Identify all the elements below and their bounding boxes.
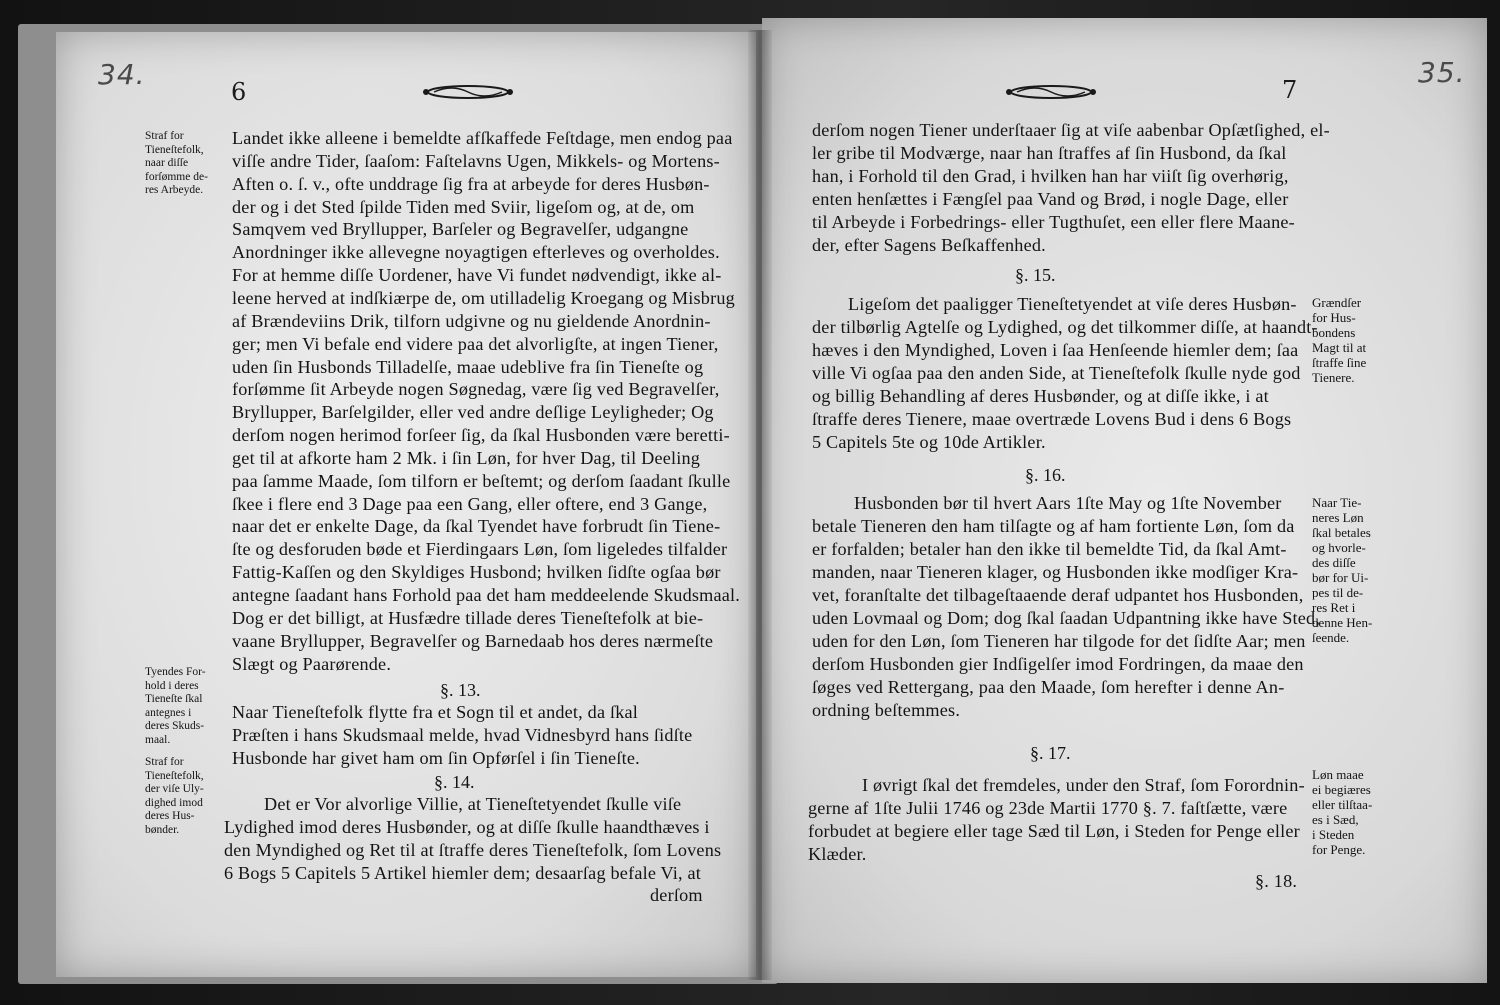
body-line: Landet ikke alleene i bemeldte afſkaffede Feſtdage, men endog paa bbox=[232, 128, 733, 148]
margin-note-line: maal. bbox=[145, 733, 171, 746]
margin-note-line: forſømme de- bbox=[145, 170, 208, 183]
body-line: I øvrigt ſkal det fremdeles, under den Straf, ſom Forordnin- bbox=[862, 775, 1305, 795]
body-line: uden ſin Husbonds Tilladelſe, maae udeblive fra ſin Tieneſte og bbox=[232, 356, 704, 377]
margin-note-line: deres Skuds- bbox=[145, 720, 205, 732]
ornament-right-icon bbox=[1005, 84, 1097, 100]
margin-note-line: antegnes i bbox=[145, 706, 192, 719]
margin-note-line: neres Løn bbox=[1312, 510, 1364, 525]
body-line: Aften o. ſ. v., ofte unddrage ſig fra at arbeyde for deres Husbøn- bbox=[232, 173, 710, 194]
body-line: uden for den Løn, ſom Tieneren har tilgode for det ſidſte Aar; men bbox=[812, 631, 1306, 651]
body-line: ſkee i flere end 3 Dage paa een Gang, eller oftere, end 3 Gange, bbox=[232, 493, 708, 514]
body-line: hæves i den Myndighed, Loven i ſaa Henſeende hiemler dem; ſaa bbox=[812, 340, 1299, 360]
body-line: antegne ſaadant hans Forhold paa det ham meddeelende Skudsmaal. bbox=[232, 585, 741, 605]
margin-note-line: Tieneſte ſkal bbox=[145, 693, 203, 705]
section-heading: §. 17. bbox=[1030, 743, 1071, 763]
margin-note-line: Straf for bbox=[145, 756, 184, 768]
margin-note-line: eller tilſtaa- bbox=[1312, 797, 1373, 812]
body-line: den Myndighed og Ret til at ſtraffe deres Tieneſtefolk, ſom Lovens bbox=[224, 839, 722, 860]
body-line: 6 Bogs 5 Capitels 5 Artikel hiemler dem; desaarſag befale Vi, at bbox=[224, 862, 702, 883]
margin-note-line: dighed imod bbox=[145, 796, 203, 809]
body-line: der og i det Sted ſpilde Tiden med Sviir, ligeſom og, at de, om bbox=[232, 196, 695, 217]
margin-note-line: Straf for bbox=[145, 130, 184, 142]
body-line: der, efter Sagens Beſkaffenhed. bbox=[812, 235, 1046, 255]
margin-note-line: hold i deres bbox=[145, 679, 199, 692]
body-line: ler gribe til Modværge, naar han ſtraffes af ſin Husbond, da ſkal bbox=[812, 143, 1287, 163]
folio-right: 7 bbox=[1282, 76, 1298, 104]
body-line: Slægt og Paarørende. bbox=[232, 653, 392, 674]
body-line: derſom nogen herimod forſeer ſig, da ſkal Husbonden være beretti- bbox=[232, 425, 730, 446]
body-line: For at hemme diſſe Uordener, have Vi fundet nødvendigt, ikke al- bbox=[232, 265, 722, 286]
margin-note-line: res Arbeyde. bbox=[145, 184, 204, 196]
margin-note-line: Tieneſtefolk, bbox=[145, 143, 204, 156]
body-line: vaane Bryllupper, Begravelſer og Barnedaab hos deres nærmeſte bbox=[232, 630, 714, 651]
body-line: Anordninger ikke allevegne noyagtigen efterleves og overholdes. bbox=[232, 242, 720, 263]
body-line: Klæder. bbox=[808, 844, 867, 864]
margin-note-line: for Penge. bbox=[1312, 842, 1366, 857]
body-line: Naar Tieneſtefolk flytte fra et Sogn til et andet, da ſkal bbox=[232, 702, 639, 723]
margin-note-line: ſkal betales bbox=[1312, 525, 1371, 540]
catchword: derſom bbox=[650, 885, 703, 906]
margin-note-line: res Ret i bbox=[1312, 600, 1356, 615]
body-line: Bryllupper, Barſelgilder, eller ved andre deſlige Leyligheder; Og bbox=[232, 402, 714, 423]
margin-note-line: Tienere. bbox=[1312, 370, 1355, 385]
margin-note-line: Naar Tie- bbox=[1312, 495, 1362, 510]
body-line: 5 Capitels 5te og 10de Artikler. bbox=[812, 432, 1046, 452]
margin-note-line: der viſe Uly- bbox=[145, 783, 204, 795]
body-line: Præſten i hans Skudsmaal melde, hvad Vidnesbyrd hans ſidſte bbox=[232, 725, 693, 746]
body-line: ordning beſtemmes. bbox=[812, 700, 961, 720]
margin-note-line: Tieneſtefolk, bbox=[145, 769, 204, 782]
body-line: uden Lovmaal og Dom; dog ſkal ſaadan Udpantning ikke have Sted, bbox=[812, 608, 1321, 628]
margin-note-line: for Hus- bbox=[1312, 310, 1356, 325]
margin-note-line: ſtraffe ſine bbox=[1312, 355, 1367, 370]
body-line: ſte og desforuden bøde et Fierdingaars Løn, ſom ligeledes tilfalder bbox=[232, 539, 728, 560]
margin-note-line: Grændſer bbox=[1312, 295, 1362, 310]
margin-note-line: des diſſe bbox=[1312, 555, 1356, 570]
body-line: enten henſættes i Fængſel paa Vand og Brød, i nogle Dage, eller bbox=[812, 189, 1289, 209]
body-line: derſom nogen Tiener underſtaaer ſig at viſe aabenbar Opſætſighed, el- bbox=[812, 120, 1330, 140]
margin-note-line: Magt til at bbox=[1312, 340, 1367, 355]
body-line: er forfalden; betaler han den ikke til bemeldte Tid, da ſkal Amt- bbox=[812, 539, 1287, 559]
body-line: vet, foranſtalte det tilbageſtaaende deraf udpantet hos Husbonden, bbox=[812, 585, 1304, 605]
body-line: manden, naar Tieneren klager, og Husbonden ikke modſiger Kra- bbox=[812, 562, 1299, 582]
margin-note-line: og hvorle- bbox=[1312, 540, 1366, 555]
body-line: naar det er enkelte Dage, da ſkal Tyendet have forbrudt ſin Tiene- bbox=[232, 516, 721, 537]
margin-note-line: bønder. bbox=[145, 823, 180, 836]
section-heading: §. 15. bbox=[1015, 265, 1056, 285]
ornament-left-icon bbox=[422, 84, 514, 100]
body-line: der tilbørlig Agtelſe og Lydighed, og det tilkommer diſſe, at haandt- bbox=[812, 317, 1318, 337]
section-heading: §. 16. bbox=[1025, 465, 1066, 485]
margin-note-line: bør for Ui- bbox=[1312, 570, 1369, 585]
body-line: betale Tieneren den ham tilſagte og af ham fortiente Løn, ſom da bbox=[812, 516, 1295, 536]
body-line: og billig Behandling af deres Husbønder, og at diſſe ikke, i at bbox=[812, 386, 1269, 406]
section-heading: §. 13. bbox=[440, 680, 481, 701]
body-line: paa ſamme Maade, ſom tilforn er beſtemt; og derſom ſaadant ſkulle bbox=[232, 470, 731, 491]
body-line: forbudet at begiere eller tage Sæd til Løn, i Steden for Penge eller bbox=[808, 821, 1300, 841]
margin-note-line: ei begiæres bbox=[1312, 782, 1371, 797]
body-line: Det er Vor alvorlige Villie, at Tieneſtetyendet ſkulle viſe bbox=[264, 793, 682, 814]
margin-note-line: Løn maae bbox=[1312, 767, 1364, 782]
margin-note-line: naar diſſe bbox=[145, 157, 189, 169]
section-heading: §. 14. bbox=[434, 771, 475, 792]
body-line: leene herved at indſkiærpe de, om utilladelig Kroegang og Misbrug bbox=[232, 287, 735, 308]
body-line: forſømme ſit Arbeyde nogen Søgnedag, være ſig ved Begravelſer, bbox=[232, 379, 720, 400]
body-line: Ligeſom det paaligger Tieneſtetyendet at viſe deres Husbøn- bbox=[848, 294, 1297, 314]
body-line: af Brændeviins Drik, tilforn udgivne og nu gieldende Anordnin- bbox=[232, 310, 711, 331]
folio-left: 6 bbox=[231, 78, 247, 106]
body-line: Dog er det billigt, at Husfædre tillade deres Tieneſtefolk at bie- bbox=[232, 607, 704, 628]
book-gutter bbox=[748, 30, 772, 980]
handwritten-page-number-right: 35. bbox=[1418, 56, 1466, 89]
body-line: gerne af 1ſte Julii 1746 og 23de Martii 1770 §. 7. faſtſætte, være bbox=[808, 798, 1288, 818]
body-line: derſom Husbonden gier Indſigelſer imod Fordringen, da maae den bbox=[812, 654, 1304, 674]
body-line: ville Vi ogſaa paa den anden Side, at Tieneſtefolk ſkulle nyde god bbox=[812, 363, 1301, 383]
body-line: ſøges ved Rettergang, paa den Maade, ſom herefter i denne An- bbox=[812, 677, 1285, 697]
body-line: viſſe andre Tider, ſaaſom: Faſtelavns Ugen, Mikkels- og Mortens- bbox=[232, 150, 720, 171]
margin-note-line: pes til de- bbox=[1312, 585, 1364, 600]
body-line: ſtraffe deres Tienere, maae overtræde Lovens Bud i dens 6 Bogs bbox=[812, 409, 1292, 429]
margin-note-line: Tyendes For- bbox=[145, 666, 206, 678]
margin-note-line: bondens bbox=[1312, 325, 1356, 340]
body-line: Husbonde har givet ham om ſin Opførſel i ſin Tieneſte. bbox=[232, 748, 640, 769]
margin-note-line: denne Hen- bbox=[1312, 615, 1373, 630]
body-line: Fattig-Kaſſen og den Skyldiges Husbond; hvilken ſidſte ogſaa bør bbox=[232, 562, 721, 583]
margin-note-line: i Steden bbox=[1312, 827, 1355, 842]
catchword: §. 18. bbox=[1255, 871, 1298, 891]
margin-note-line: es i Sæd, bbox=[1312, 812, 1359, 827]
body-line: Samqvem ved Bryllupper, Barſeler og Begravelſer, udgangne bbox=[232, 219, 689, 240]
body-line: Husbonden bør til hvert Aars 1ſte May og 1ſte November bbox=[854, 493, 1282, 513]
body-line: ger; men Vi befale end videre paa det alvorligſte, at ingen Tiener, bbox=[232, 333, 719, 354]
margin-note-line: deres Hus- bbox=[145, 810, 195, 822]
margin-note-line: ſeende. bbox=[1312, 630, 1350, 645]
body-line: til Arbeyde i Forbedrings- eller Tugthuſet, een eller flere Maane- bbox=[812, 212, 1295, 232]
body-line: get til at afkorte ham 2 Mk. i ſin Løn, for hver Dag, til Deeling bbox=[232, 447, 701, 468]
handwritten-page-number-left: 34. bbox=[98, 58, 146, 91]
body-line: han, i Forhold til den Grad, i hvilken han har viiſt ſig overhørig, bbox=[812, 166, 1289, 186]
body-line: Lydighed imod deres Husbønder, og at diſſe ſkulle haandthæves i bbox=[224, 816, 710, 837]
